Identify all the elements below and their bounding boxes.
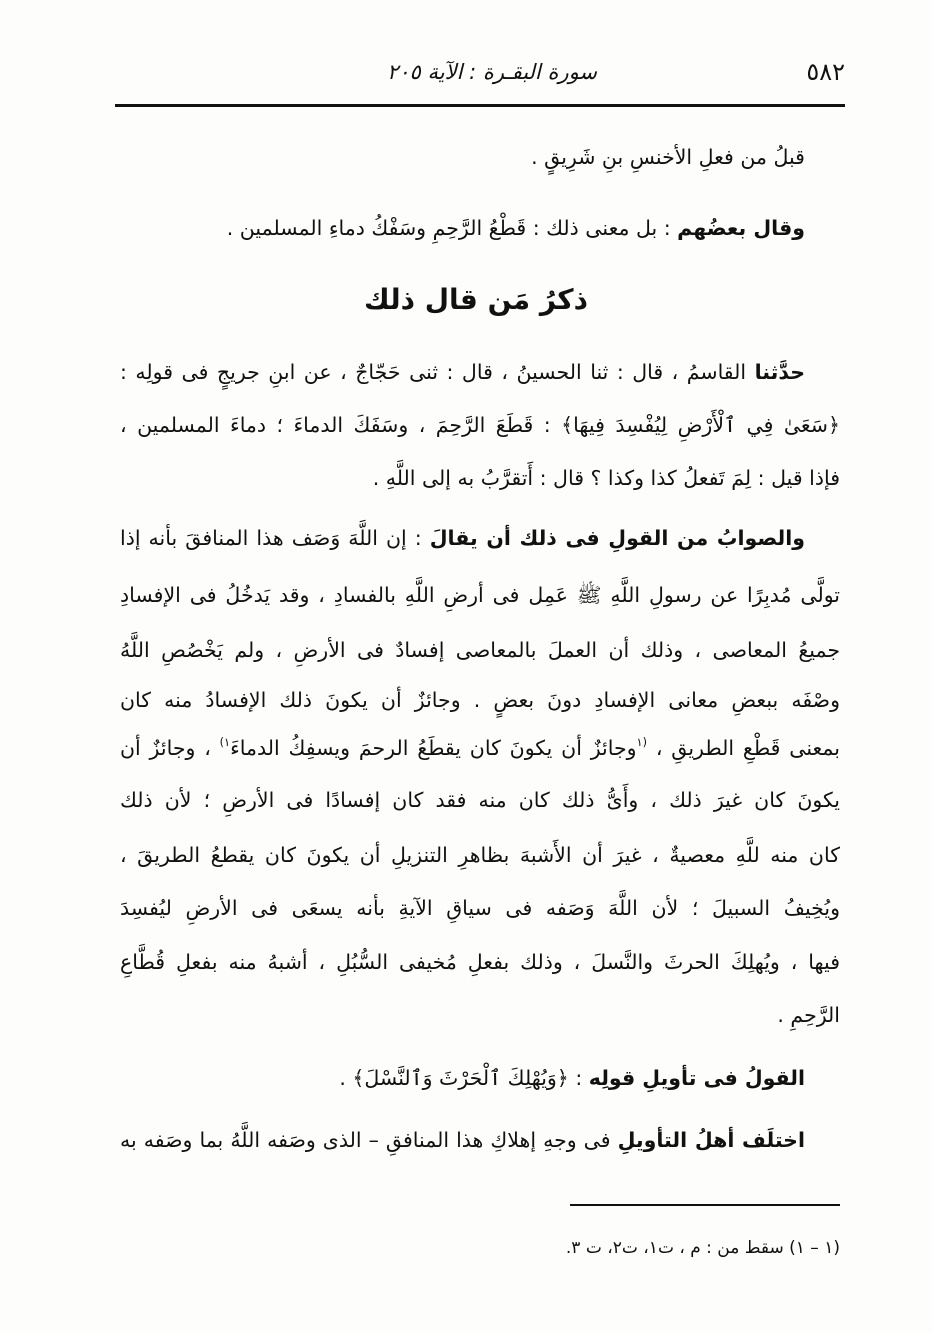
line-text: بمعنى قَطْعِ الطريقِ ،	[647, 736, 840, 760]
body-line	[120, 993, 840, 1037]
body-line	[120, 726, 840, 770]
line-text: فيها ، ويُهلِكَ الحرثَ والنَّسلَ ، وذلك بفعلِ مُخيفى السُّبُلِ ، أشبهُ منه بفعلِ قُطَّاعِ	[120, 950, 840, 974]
line-text: كان منه للَّهِ معصيةٌ ، غيرَ أن الأَشبهَ بظاهرِ التنزيلِ أن يكونَ كان يقطعُ الطريقَ ،	[120, 843, 840, 867]
lead-phrase: والصوابُ من القولِ فى ذلك أن يقالَ	[429, 526, 805, 550]
body-line	[120, 135, 805, 179]
lead-phrase: القولُ فى تأويلِ قولِه	[588, 1066, 805, 1090]
section-heading: ذكرُ مَن قال ذلك	[364, 283, 588, 316]
line-text: وجائزٌ أن يكونَ كان يقطَعُ الرحمَ ويسفِكُ الدماءَ	[230, 736, 637, 760]
body-line	[120, 350, 805, 394]
body-line	[120, 886, 840, 930]
line-text: ويُخِيفُ السبيلَ ؛ لأن اللَّهَ وَصَفه فى سياقِ الآيةِ بأنه يسعَى فى الأرضِ ليُفسِدَ	[120, 896, 840, 920]
body-line	[120, 516, 805, 560]
body-line	[120, 940, 840, 984]
line-text: القاسمُ ، قال : ثنا الحسينُ ، قال : ثنى حَجّاجٌ ، عن ابنِ جريجٍ فى قولِه :	[120, 360, 755, 384]
body-line	[120, 678, 840, 722]
line-text: يكونَ كان غيرَ ذلك ، وأَىُّ ذلك كان منه فقد كان إفسادًا فى الأرضِ ؛ لأن ذلك	[120, 788, 840, 812]
line-text: : بل معنى ذلك : قَطْعُ الرَّحِمِ وسَفْكُ دماءِ المسلمين .	[226, 216, 678, 240]
page-number: ٥٨٢	[806, 58, 845, 86]
body-line	[120, 1056, 805, 1100]
line-text: جميعُ المعاصى ، وذلك أن العملَ بالمعاصى إفسادٌ فى الأرضِ ، ولم يَخْصُصِ اللَّهُ	[120, 638, 840, 662]
quran-verse: ﴿سَعَىٰ فِي ٱلْأَرْضِ لِيُفْسِدَ فِيهَا﴾	[561, 413, 840, 437]
running-title: سورة البقـرة : الآية ٢٠٥	[386, 60, 598, 84]
line-text: : قَطَعَ الرَّحِمَ ، وسَفَكَ الدماءَ ؛ دماءَ المسلمين ،	[120, 413, 562, 437]
lead-phrase: وقال بعضُهم	[677, 216, 805, 240]
line-text: الرَّحِمِ .	[777, 1003, 840, 1027]
body-line	[120, 833, 840, 877]
line-text: قبلُ من فعلِ الأخنسِ بنِ شَرِيقٍ .	[531, 145, 805, 169]
body-line	[120, 206, 805, 250]
body-line	[120, 573, 840, 617]
header-rule	[115, 104, 845, 107]
line-text: :	[568, 1066, 589, 1090]
body-line	[120, 778, 840, 822]
footnote-rule	[570, 1204, 840, 1206]
footnote: (١ – ١) سقط من : م ، ت١، ت٢، ت ٣.	[565, 1238, 840, 1258]
body-line	[120, 456, 840, 500]
footnote-marker-open: (١	[636, 735, 648, 749]
line-text: ، وجائزٌ أن	[120, 736, 220, 760]
footnote-marker-close: ١)	[219, 735, 231, 749]
body-line	[120, 403, 840, 447]
line-text: وصْفَه ببعضِ معانى الإفسادِ دونَ بعضٍ . وجائزٌ أن يكونَ ذلك الإفسادُ منه كان	[120, 688, 840, 712]
lead-phrase: اختلَف أهلُ التأويلِ	[617, 1128, 805, 1152]
line-text: فى وجهِ إهلاكِ هذا المنافقِ – الذى وصَفه اللَّهُ بما وصَفه به	[120, 1128, 618, 1152]
body-line	[120, 1118, 805, 1162]
body-line	[120, 628, 840, 672]
line-text: تولَّى مُدبِرًا عن رسولِ اللَّهِ ﷺ عَمِل فى أرضِ اللَّهِ بالفسادِ ، وقد يَدخُلُ فى الإفسادِ	[120, 583, 840, 607]
quran-verse: ﴿وَيُهْلِكَ ٱلْحَرْثَ وَٱلنَّسْلَ﴾	[352, 1066, 569, 1090]
line-text: : إن اللَّهَ وَصَف هذا المنافقَ بأنه إذا	[120, 526, 430, 550]
lead-phrase: حدَّثنا	[754, 360, 805, 384]
line-text: فإذا قيل : لِمَ تَفعلُ كذا وكذا ؟ قال : أَتقرَّبُ به إلى اللَّهِ .	[372, 466, 840, 490]
line-text: .	[339, 1066, 353, 1090]
